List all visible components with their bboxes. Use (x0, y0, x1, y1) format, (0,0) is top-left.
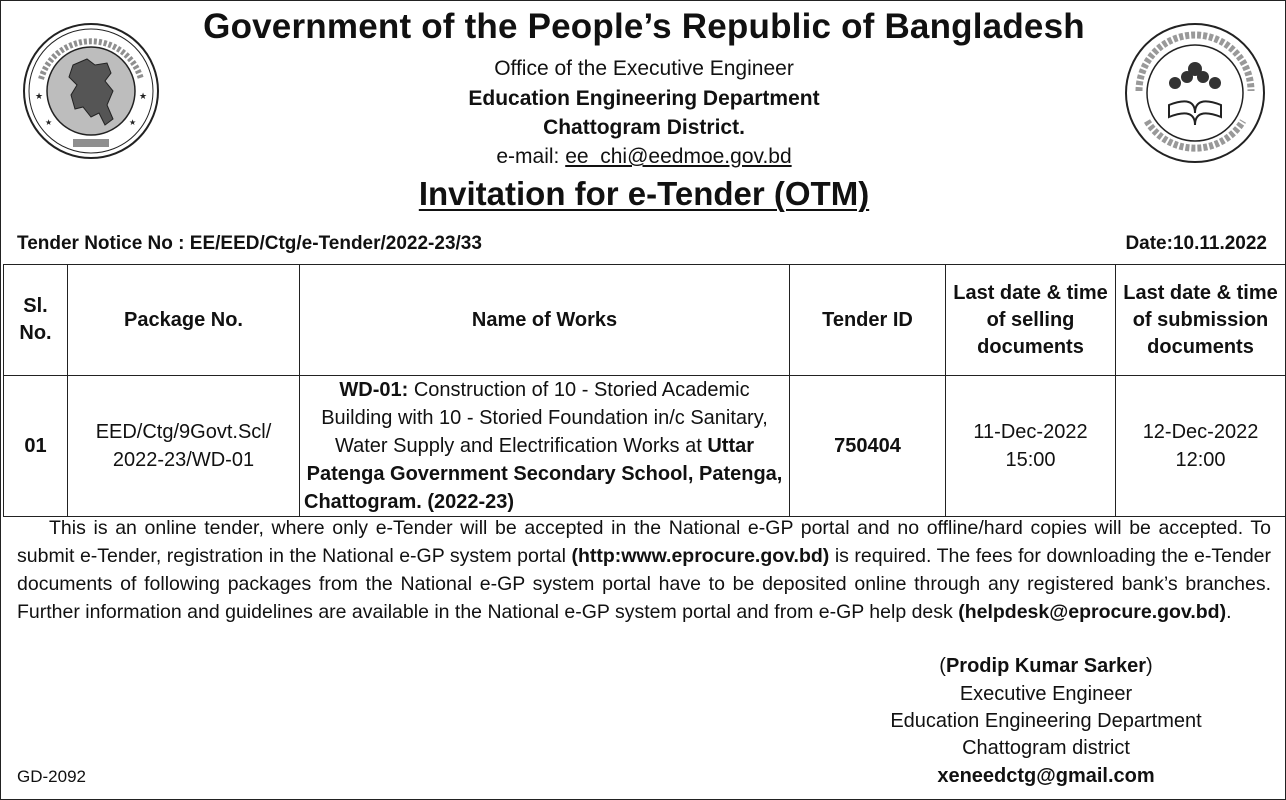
column-header-works: Name of Works (300, 265, 790, 376)
tender-heading-text: Invitation for e-Tender (OTM) (418, 175, 870, 212)
selling-date: 11-Dec-2022 (973, 421, 1088, 443)
column-header-package: Package No. (68, 265, 300, 376)
column-header-submission: Last date & time of submission documents (1116, 265, 1286, 376)
signatory-department: Education Engineering Department (890, 710, 1202, 732)
works-code: WD-01: (339, 379, 409, 401)
signatory-name-line (871, 653, 1221, 680)
department-line: Education Engineering Department (468, 87, 820, 110)
signatory-designation: Executive Engineer (959, 683, 1133, 705)
email-label: e-mail: (496, 145, 566, 168)
cell-submission (1116, 376, 1286, 517)
district-line: Chattogram District. (543, 116, 745, 139)
instructions-paragraph (17, 514, 1271, 626)
works-place: Uttar Patenga Government Secondary School, Patenga, Chattogram. (2022-23) (304, 435, 783, 513)
notice-date: Date:10.11.2022 (1125, 233, 1267, 254)
office-line: Office of the Executive Engineer (494, 57, 794, 80)
svg-text:★: ★ (139, 92, 148, 102)
instructions-text-1: This is an online tender, where only e-Tender will be accepted in the National e-GP portal and no offline/hard copies will be accepted. To submit e-Tender, registration in the National e-GP system portal (17, 517, 1271, 567)
office-email-link[interactable]: ee_chi@eedmoe.gov.bd (565, 145, 792, 168)
selling-time: 15:00 (1005, 449, 1056, 471)
submission-date: 12-Dec-2022 (1142, 421, 1259, 443)
instructions-end: . (1226, 601, 1232, 623)
column-header-sl: Sl. No. (4, 265, 68, 376)
works-description: Construction of 10 - Storied Academic Building with 10 - Storied Foundation in/c Sanitary, Water Supply and Electrification Works at (321, 379, 768, 457)
cell-works (300, 376, 790, 517)
column-header-tender-id: Tender ID (790, 265, 946, 376)
package-line-1: EED/Ctg/9Govt.Scl/ (95, 421, 272, 443)
signatory-district: Chattogram district (962, 737, 1130, 759)
tender-notice-number: Tender Notice No : EE/EED/Ctg/e-Tender/2022-23/33 (17, 233, 482, 254)
svg-text:★: ★ (35, 92, 44, 102)
cell-sl: 01 (4, 376, 68, 517)
table-row (4, 376, 1286, 517)
eprocure-portal-link[interactable]: (http:www.eprocure.gov.bd) (571, 545, 830, 567)
svg-text:★: ★ (129, 118, 137, 127)
cell-selling (946, 376, 1116, 517)
table-header-row (4, 265, 1286, 376)
signatory-name-close: ) (1146, 655, 1153, 677)
package-line-2: 2022-23/WD-01 (112, 449, 255, 471)
signatory-name: Prodip Kumar Sarker (945, 655, 1147, 677)
submission-time: 12:00 (1175, 449, 1226, 471)
page-title: Government of the People’s Republic of Bangladesh (203, 7, 1085, 46)
instructions-text-2: is required. The fees for downloading the e-Tender documents of following packages from the National e-GP system portal have to be deposited online through any registered bank’s branches. Further information and guidelines are available in the National e-GP system portal and from e-GP help desk (17, 545, 1271, 623)
tender-table (3, 264, 1286, 517)
cell-tender-id: 750404 (790, 376, 946, 517)
signatory-email-link[interactable]: xeneedctg@gmail.com (937, 765, 1155, 787)
signatory-name-open: ( (939, 655, 946, 677)
document-code: GD-2092 (17, 767, 86, 786)
email-line (301, 144, 987, 170)
column-header-selling: Last date & time of selling documents (946, 265, 1116, 376)
svg-text:★: ★ (45, 118, 53, 127)
tender-heading (301, 175, 987, 213)
helpdesk-email-link[interactable]: (helpdesk@eprocure.gov.bd) (958, 601, 1227, 623)
cell-package (68, 376, 300, 517)
